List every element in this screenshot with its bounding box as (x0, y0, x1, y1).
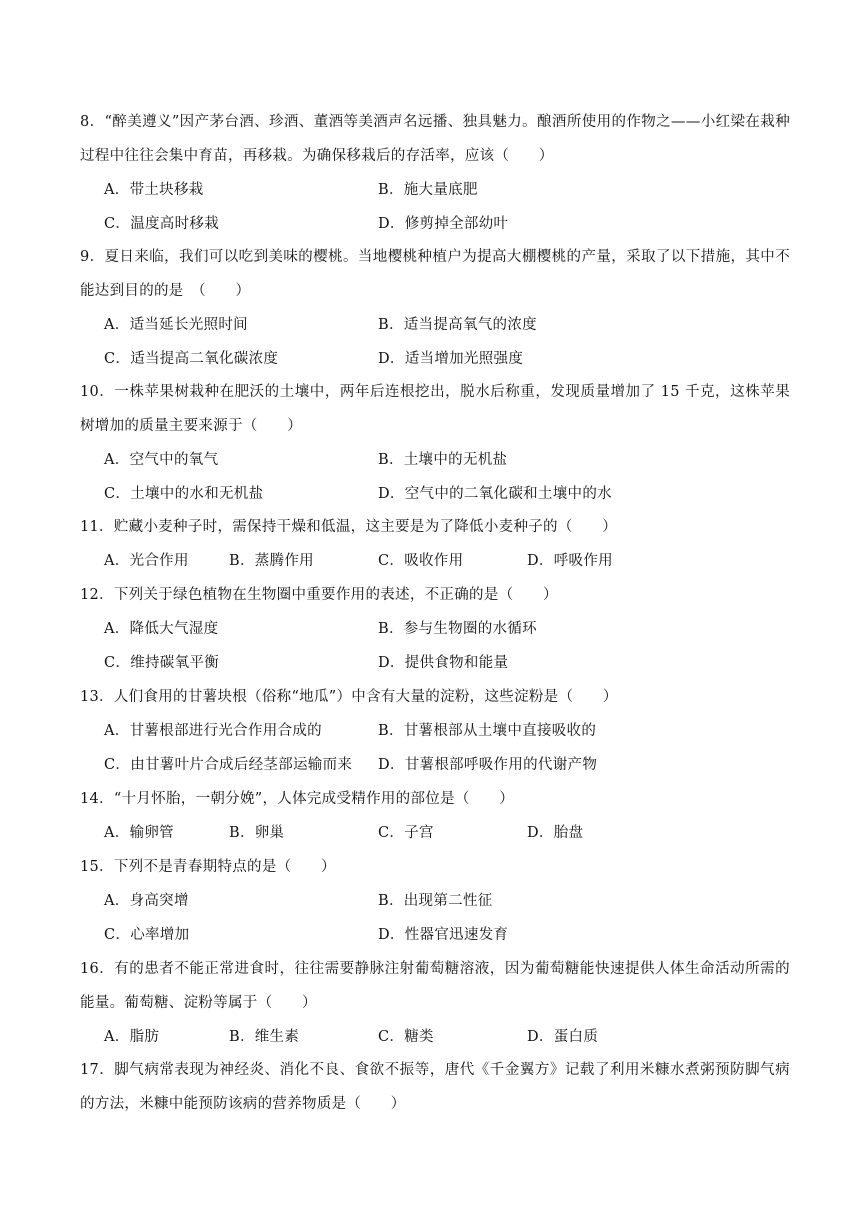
question-stem: 8．“醉美遵义”因产茅台酒、珍酒、董酒等美酒声名远播、独具魅力。酿酒所使用的作物之——小红梁在栽种过程中往往会集中育苗，再移栽。为确保移栽后的存活率，应该（ ） (80, 114, 790, 164)
option-a: A．甘薯根部进行光合作用合成的 (104, 723, 322, 739)
question-stem: 15．下列不是青春期特点的是（ ） (80, 859, 336, 875)
question-stem: 14．“十月怀胎，一朝分娩”，人体完成受精作用的部位是（ ） (80, 791, 515, 807)
option-a: A．空气中的氧气 (104, 452, 219, 468)
question-17 (80, 1053, 790, 1121)
options-row (80, 207, 790, 241)
question-15 (80, 850, 790, 952)
question-11 (80, 510, 790, 578)
option-d: D．蛋白质 (527, 1029, 599, 1045)
option-c: C．心率增加 (104, 927, 190, 943)
question-10 (80, 375, 790, 511)
option-c: C．由甘薯叶片合成后经茎部运输而来 (104, 757, 353, 773)
question-16 (80, 952, 790, 1054)
options-row (80, 443, 790, 477)
options-row (80, 308, 790, 342)
question-stem: 10．一株苹果树栽种在肥沃的土壤中，两年后连根挖出，脱水后称重，发现质量增加了 15 千克，这株苹果树增加的质量主要来源于（ ） (80, 384, 790, 434)
option-d: D．胎盘 (527, 825, 584, 841)
option-b: B．蒸腾作用 (229, 553, 314, 569)
question-12 (80, 578, 790, 680)
options-row (80, 748, 790, 782)
option-b: B．甘薯根部从土壤中直接吸收的 (378, 723, 597, 739)
option-b: B．土壤中的无机盐 (378, 452, 508, 468)
options-row (80, 816, 790, 850)
question-14 (80, 782, 790, 850)
question-13 (80, 680, 790, 782)
options-row (80, 1020, 790, 1054)
question-stem: 13．人们食用的甘薯块根（俗称“地瓜”）中含有大量的淀粉，这些淀粉是（ ） (80, 689, 618, 705)
option-b: B．适当提高氧气的浓度 (378, 317, 537, 333)
question-stem: 11．贮藏小麦种子时，需保持干燥和低温，这主要是为了降低小麦种子的（ ） (80, 519, 618, 535)
option-d: D．提供食物和能量 (378, 655, 509, 671)
options-row (80, 646, 790, 680)
options-row (80, 173, 790, 207)
options-row (80, 342, 790, 376)
options-row (80, 544, 790, 578)
option-d: D．呼吸作用 (527, 553, 613, 569)
option-d: D．空气中的二氧化碳和土壤中的水 (378, 486, 612, 502)
options-row (80, 612, 790, 646)
option-c: C．适当提高二氧化碳浓度 (104, 351, 279, 367)
options-row (80, 714, 790, 748)
option-c: C．维持碳氧平衡 (104, 655, 219, 671)
option-b: B．施大量底肥 (378, 182, 478, 198)
option-b: B．维生素 (229, 1029, 300, 1045)
options-row (80, 884, 790, 918)
option-b: B．出现第二性征 (378, 893, 493, 909)
option-c: C．子宫 (378, 825, 434, 841)
options-row (80, 918, 790, 952)
option-d: D．修剪掉全部幼叶 (378, 216, 509, 232)
option-c: C．吸收作用 (378, 553, 464, 569)
option-a: A．带土块移栽 (104, 182, 204, 198)
option-d: D．性器官迅速发育 (378, 927, 509, 943)
option-c: C．糖类 (378, 1029, 434, 1045)
option-d: D．甘薯根部呼吸作用的代谢产物 (378, 757, 598, 773)
option-a: A．适当延长光照时间 (104, 317, 248, 333)
option-c: C．土壤中的水和无机盐 (104, 486, 264, 502)
option-a: A．输卵管 (104, 825, 174, 841)
option-a: A．脂肪 (104, 1029, 160, 1045)
option-b: B．卵巢 (229, 825, 285, 841)
question-stem: 12．下列关于绿色植物在生物圈中重要作用的表述，不正确的是（ ） (80, 587, 558, 603)
question-9 (80, 240, 790, 376)
option-c: C．温度高时移栽 (104, 216, 219, 232)
question-stem: 9．夏日来临，我们可以吃到美味的樱桃。当地樱桃种植户为提高大棚樱桃的产量，采取了以下措施，其中不能达到目的的是 （ ） (80, 249, 790, 299)
question-stem: 16．有的患者不能正常进食时，往往需要静脉注射葡萄糖溶液，因为葡萄糖能快速提供人体生命活动所需的能量。葡萄糖、淀粉等属于（ ） (80, 961, 790, 1011)
question-stem: 17．脚气病常表现为神经炎、消化不良、食欲不振等，唐代《千金翼方》记载了利用米糠水煮粥预防脚气病的方法，米糠中能预防该病的营养物质是（ ） (80, 1062, 790, 1112)
options-row (80, 477, 790, 511)
option-a: A．身高突增 (104, 893, 189, 909)
option-a: A．光合作用 (104, 553, 189, 569)
question-8 (80, 105, 790, 241)
option-b: B．参与生物圈的水循环 (378, 621, 537, 637)
option-a: A．降低大气湿度 (104, 621, 219, 637)
option-d: D．适当增加光照强度 (378, 351, 524, 367)
